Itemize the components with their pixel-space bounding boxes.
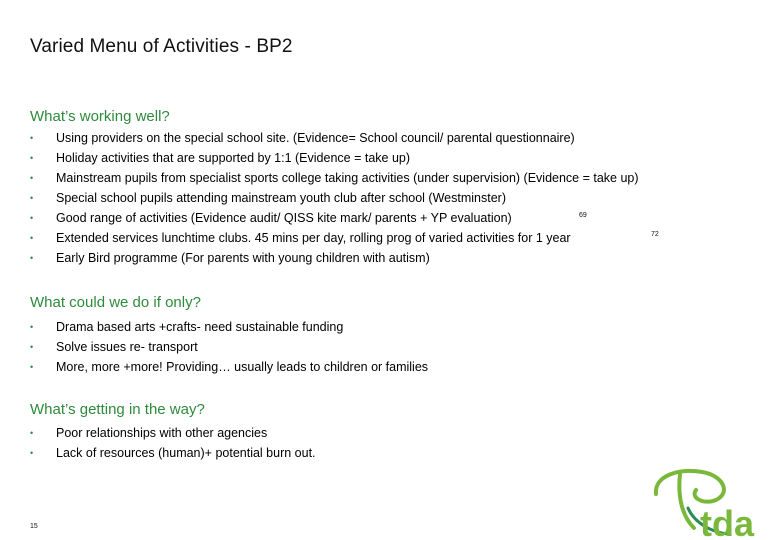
note-number: 72: [651, 231, 659, 238]
bullet-icon: •: [30, 448, 34, 458]
logo-stem: [679, 474, 694, 528]
bullet-icon: •: [30, 362, 34, 372]
list-item-text: Special school pupils attending mainstream youth club after school (Westminster): [56, 191, 506, 205]
bullet-icon: •: [30, 133, 34, 143]
slide-title: Varied Menu of Activities - BP2: [30, 36, 293, 57]
list-item-text: Poor relationships with other agencies: [56, 426, 268, 440]
bullet-icon: •: [30, 173, 34, 183]
bullet-icon: •: [30, 322, 34, 332]
bullet-icon: •: [30, 213, 34, 223]
note-number: 69: [579, 212, 587, 219]
bullet-icon: •: [30, 428, 34, 438]
list-item-text: Drama based arts +crafts- need sustainable funding: [56, 320, 344, 334]
list-item-text: Good range of activities (Evidence audit/ QISS kite mark/ parents + YP evaluation): [56, 211, 512, 225]
logo-swirl: [656, 471, 724, 502]
list-item-text: Holiday activities that are supported by 1:1 (Evidence = take up): [56, 151, 411, 165]
bullet-icon: •: [30, 233, 34, 243]
bullet-icon: •: [30, 153, 34, 163]
page-number: 15: [30, 523, 38, 530]
list-item-text: Mainstream pupils from specialist sports college taking activities (under supervision) (Evidence = take up): [56, 171, 639, 185]
logo-text: tda: [700, 503, 754, 540]
bullet-icon: •: [30, 342, 34, 352]
bullet-icon: •: [30, 193, 34, 203]
section-heading-in-the-way: What’s getting in the way?: [30, 401, 205, 418]
list-item-text: Extended services lunchtime clubs. 45 mins per day, rolling prog of varied activities for 1 year: [56, 231, 571, 245]
list-item-text: Early Bird programme (For parents with young children with autism): [56, 251, 430, 265]
list-item-text: Solve issues re- transport: [56, 340, 198, 354]
section-heading-working-well: What’s working well?: [30, 108, 170, 125]
tda-logo: [650, 462, 775, 540]
section-heading-if-only: What could we do if only?: [30, 294, 201, 311]
list-item-text: Using providers on the special school site. (Evidence= School council/ parental questionnaire): [56, 131, 575, 145]
bullet-icon: •: [30, 253, 34, 263]
list-item-text: Lack of resources (human)+ potential burn out.: [56, 446, 316, 460]
list-item-text: More, more +more! Providing… usually leads to children or families: [56, 360, 429, 374]
